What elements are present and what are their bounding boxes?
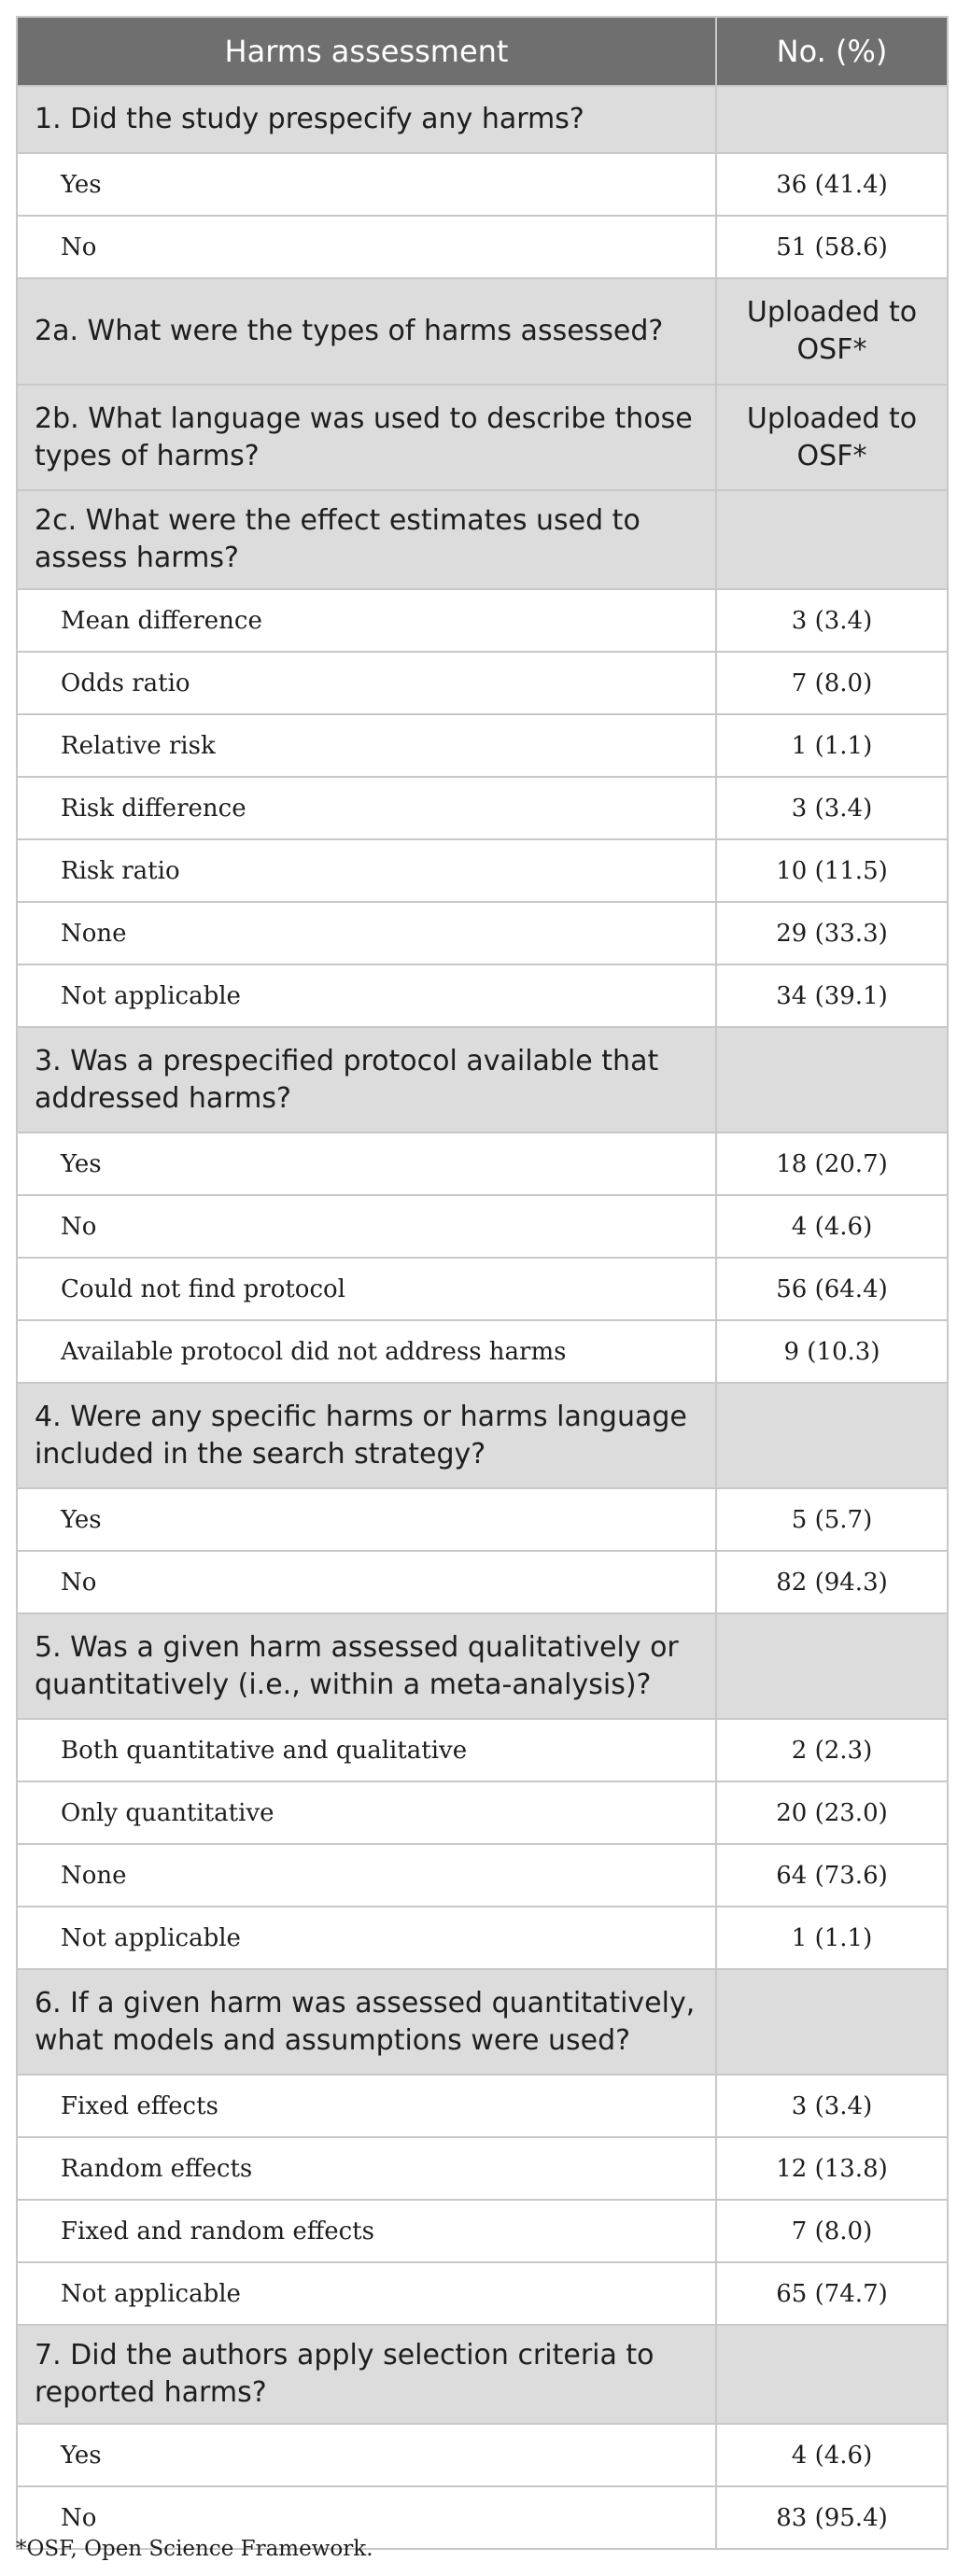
section-row — [17, 1027, 948, 1133]
row-label: Yes — [17, 1133, 716, 1195]
row-label: Yes — [17, 2424, 716, 2486]
row-label: None — [17, 1844, 716, 1907]
row-value: 12 (13.8) — [716, 2137, 948, 2200]
row-value: 64 (73.6) — [716, 1844, 948, 1907]
table-row — [17, 2200, 948, 2262]
section-value — [716, 86, 948, 153]
row-label: No — [17, 2486, 716, 2549]
header-harms-assessment: Harms assessment — [17, 17, 716, 86]
table-row — [17, 2262, 948, 2325]
section-value — [716, 2325, 948, 2424]
row-value: 1 (1.1) — [716, 1907, 948, 1969]
table-row — [17, 964, 948, 1027]
table-row — [17, 1258, 948, 1320]
row-value: 10 (11.5) — [716, 839, 948, 902]
row-value: 2 (2.3) — [716, 1719, 948, 1781]
section-value: Uploaded to OSF* — [716, 278, 948, 385]
section-question: 2a. What were the types of harms assessed? — [17, 278, 716, 385]
table-row — [17, 714, 948, 777]
table-footnote: *OSF, Open Science Framework. — [16, 2537, 373, 2561]
table-body — [17, 86, 948, 2549]
row-value: 5 (5.7) — [716, 1488, 948, 1551]
section-row — [17, 2325, 948, 2424]
row-value: 82 (94.3) — [716, 1551, 948, 1613]
row-value: 29 (33.3) — [716, 902, 948, 964]
table-row — [17, 153, 948, 216]
section-question: 1. Did the study prespecify any harms? — [17, 86, 716, 153]
table-row — [17, 1133, 948, 1195]
row-label: Risk ratio — [17, 839, 716, 902]
section-row — [17, 490, 948, 589]
row-value: 18 (20.7) — [716, 1133, 948, 1195]
row-label: Not applicable — [17, 964, 716, 1027]
section-value — [716, 1027, 948, 1133]
row-value: 3 (3.4) — [716, 2075, 948, 2137]
row-value: 20 (23.0) — [716, 1781, 948, 1844]
row-label: Not applicable — [17, 2262, 716, 2325]
row-label: Both quantitative and qualitative — [17, 1719, 716, 1781]
table-row — [17, 777, 948, 839]
row-value: 51 (58.6) — [716, 216, 948, 278]
row-label: Mean difference — [17, 589, 716, 652]
row-value: 1 (1.1) — [716, 714, 948, 777]
table-row — [17, 652, 948, 714]
row-label: Risk difference — [17, 777, 716, 839]
row-label: No — [17, 1551, 716, 1613]
row-label: Odds ratio — [17, 652, 716, 714]
row-value: 7 (8.0) — [716, 2200, 948, 2262]
section-value — [716, 1383, 948, 1488]
section-value — [716, 490, 948, 589]
table-row — [17, 1907, 948, 1969]
table-row — [17, 1195, 948, 1258]
table-row — [17, 1551, 948, 1613]
section-value — [716, 1969, 948, 2075]
table-header-row — [17, 17, 948, 86]
section-question: 2b. What language was used to describe those types of harms? — [17, 385, 716, 490]
table-row — [17, 2075, 948, 2137]
section-row — [17, 1383, 948, 1488]
table-row — [17, 839, 948, 902]
table-row — [17, 589, 948, 652]
section-row — [17, 1969, 948, 2075]
table-row — [17, 1781, 948, 1844]
row-value: 9 (10.3) — [716, 1320, 948, 1383]
section-question: 3. Was a prespecified protocol available that addressed harms? — [17, 1027, 716, 1133]
row-label: Not applicable — [17, 1907, 716, 1969]
row-value: 83 (95.4) — [716, 2486, 948, 2549]
table-row — [17, 1320, 948, 1383]
row-label: Relative risk — [17, 714, 716, 777]
section-value — [716, 1613, 948, 1719]
row-label: Yes — [17, 1488, 716, 1551]
row-label: Yes — [17, 153, 716, 216]
row-value: 4 (4.6) — [716, 2424, 948, 2486]
table-row — [17, 1488, 948, 1551]
section-question: 4. Were any specific harms or harms language included in the search strategy? — [17, 1383, 716, 1488]
row-value: 56 (64.4) — [716, 1258, 948, 1320]
table-row — [17, 1719, 948, 1781]
section-question: 7. Did the authors apply selection criteria to reported harms? — [17, 2325, 716, 2424]
section-row — [17, 385, 948, 490]
harms-assessment-table — [16, 16, 949, 2550]
row-label: None — [17, 902, 716, 964]
row-value: 36 (41.4) — [716, 153, 948, 216]
section-row — [17, 278, 948, 385]
row-label: Random effects — [17, 2137, 716, 2200]
section-row — [17, 1613, 948, 1719]
section-question: 2c. What were the effect estimates used to assess harms? — [17, 490, 716, 589]
section-question: 6. If a given harm was assessed quantitatively, what models and assumptions were used? — [17, 1969, 716, 2075]
row-label: Could not find protocol — [17, 1258, 716, 1320]
table-row — [17, 1844, 948, 1907]
row-value: 3 (3.4) — [716, 777, 948, 839]
header-count-percent: No. (%) — [716, 17, 948, 86]
row-label: No — [17, 1195, 716, 1258]
row-label: Fixed and random effects — [17, 2200, 716, 2262]
table-row — [17, 2137, 948, 2200]
row-value: 3 (3.4) — [716, 589, 948, 652]
row-label: Available protocol did not address harms — [17, 1320, 716, 1383]
harms-table-container — [16, 16, 947, 2550]
table-row — [17, 2424, 948, 2486]
section-question: 5. Was a given harm assessed qualitatively or quantitatively (i.e., within a meta-analysis)? — [17, 1613, 716, 1719]
row-label: Fixed effects — [17, 2075, 716, 2137]
row-label: Only quantitative — [17, 1781, 716, 1844]
row-value: 65 (74.7) — [716, 2262, 948, 2325]
row-label: No — [17, 216, 716, 278]
section-row — [17, 86, 948, 153]
row-value: 4 (4.6) — [716, 1195, 948, 1258]
table-row — [17, 216, 948, 278]
row-value: 34 (39.1) — [716, 964, 948, 1027]
table-row — [17, 902, 948, 964]
row-value: 7 (8.0) — [716, 652, 948, 714]
section-value: Uploaded to OSF* — [716, 385, 948, 490]
